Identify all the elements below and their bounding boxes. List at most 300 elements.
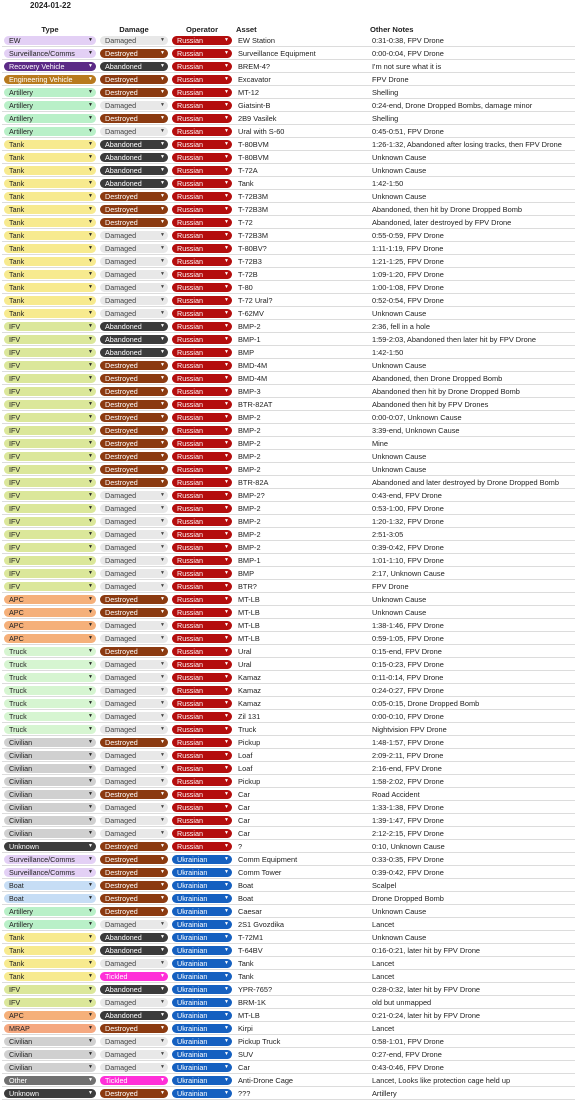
type-dropdown[interactable] — [4, 634, 96, 643]
damage-dropdown[interactable] — [100, 868, 168, 877]
damage-dropdown[interactable] — [100, 114, 168, 123]
damage-dropdown[interactable] — [100, 1076, 168, 1085]
chevron-down-icon[interactable]: ▼ — [224, 790, 229, 797]
type-dropdown[interactable] — [4, 829, 96, 838]
chevron-down-icon[interactable]: ▼ — [224, 88, 229, 95]
operator-dropdown[interactable] — [172, 88, 232, 97]
chevron-down-icon[interactable]: ▼ — [160, 244, 165, 251]
type-dropdown[interactable] — [4, 777, 96, 786]
operator-dropdown[interactable] — [172, 439, 232, 448]
operator-dropdown[interactable] — [172, 192, 232, 201]
damage-dropdown[interactable] — [100, 530, 168, 539]
chevron-down-icon[interactable]: ▼ — [224, 985, 229, 992]
operator-dropdown[interactable] — [172, 621, 232, 630]
damage-dropdown[interactable] — [100, 517, 168, 526]
operator-dropdown[interactable] — [172, 413, 232, 422]
chevron-down-icon[interactable]: ▼ — [160, 309, 165, 316]
type-dropdown[interactable] — [4, 439, 96, 448]
chevron-down-icon[interactable]: ▼ — [160, 75, 165, 82]
chevron-down-icon[interactable]: ▼ — [160, 1037, 165, 1044]
type-dropdown[interactable] — [4, 101, 96, 110]
chevron-down-icon[interactable]: ▼ — [160, 179, 165, 186]
chevron-down-icon[interactable]: ▼ — [160, 569, 165, 576]
chevron-down-icon[interactable]: ▼ — [88, 1089, 93, 1096]
type-dropdown[interactable] — [4, 491, 96, 500]
type-dropdown[interactable] — [4, 725, 96, 734]
type-dropdown[interactable] — [4, 647, 96, 656]
chevron-down-icon[interactable]: ▼ — [224, 855, 229, 862]
type-dropdown[interactable] — [4, 621, 96, 630]
chevron-down-icon[interactable]: ▼ — [224, 998, 229, 1005]
chevron-down-icon[interactable]: ▼ — [88, 556, 93, 563]
chevron-down-icon[interactable]: ▼ — [88, 569, 93, 576]
chevron-down-icon[interactable]: ▼ — [224, 673, 229, 680]
chevron-down-icon[interactable]: ▼ — [88, 686, 93, 693]
chevron-down-icon[interactable]: ▼ — [160, 751, 165, 758]
chevron-down-icon[interactable]: ▼ — [224, 556, 229, 563]
damage-dropdown[interactable] — [100, 257, 168, 266]
chevron-down-icon[interactable]: ▼ — [88, 88, 93, 95]
type-dropdown[interactable] — [4, 36, 96, 45]
chevron-down-icon[interactable]: ▼ — [160, 582, 165, 589]
type-dropdown[interactable] — [4, 257, 96, 266]
damage-dropdown[interactable] — [100, 374, 168, 383]
chevron-down-icon[interactable]: ▼ — [224, 621, 229, 628]
damage-dropdown[interactable] — [100, 712, 168, 721]
chevron-down-icon[interactable]: ▼ — [224, 101, 229, 108]
chevron-down-icon[interactable]: ▼ — [88, 842, 93, 849]
operator-dropdown[interactable] — [172, 309, 232, 318]
operator-dropdown[interactable] — [172, 972, 232, 981]
type-dropdown[interactable] — [4, 855, 96, 864]
chevron-down-icon[interactable]: ▼ — [160, 140, 165, 147]
chevron-down-icon[interactable]: ▼ — [88, 478, 93, 485]
operator-dropdown[interactable] — [172, 777, 232, 786]
chevron-down-icon[interactable]: ▼ — [160, 634, 165, 641]
type-dropdown[interactable] — [4, 218, 96, 227]
operator-dropdown[interactable] — [172, 1037, 232, 1046]
operator-dropdown[interactable] — [172, 543, 232, 552]
operator-dropdown[interactable] — [172, 62, 232, 71]
chevron-down-icon[interactable]: ▼ — [160, 127, 165, 134]
operator-dropdown[interactable] — [172, 517, 232, 526]
chevron-down-icon[interactable]: ▼ — [224, 634, 229, 641]
damage-dropdown[interactable] — [100, 946, 168, 955]
chevron-down-icon[interactable]: ▼ — [224, 361, 229, 368]
damage-dropdown[interactable] — [100, 387, 168, 396]
chevron-down-icon[interactable]: ▼ — [224, 491, 229, 498]
chevron-down-icon[interactable]: ▼ — [88, 582, 93, 589]
chevron-down-icon[interactable]: ▼ — [88, 933, 93, 940]
type-dropdown[interactable] — [4, 283, 96, 292]
operator-dropdown[interactable] — [172, 166, 232, 175]
chevron-down-icon[interactable]: ▼ — [160, 842, 165, 849]
damage-dropdown[interactable] — [100, 491, 168, 500]
chevron-down-icon[interactable]: ▼ — [224, 907, 229, 914]
chevron-down-icon[interactable]: ▼ — [160, 88, 165, 95]
operator-dropdown[interactable] — [172, 790, 232, 799]
chevron-down-icon[interactable]: ▼ — [224, 49, 229, 56]
chevron-down-icon[interactable]: ▼ — [88, 114, 93, 121]
chevron-down-icon[interactable]: ▼ — [88, 764, 93, 771]
type-dropdown[interactable] — [4, 764, 96, 773]
chevron-down-icon[interactable]: ▼ — [224, 829, 229, 836]
operator-dropdown[interactable] — [172, 959, 232, 968]
damage-dropdown[interactable] — [100, 764, 168, 773]
type-dropdown[interactable] — [4, 751, 96, 760]
type-dropdown[interactable] — [4, 608, 96, 617]
chevron-down-icon[interactable]: ▼ — [224, 192, 229, 199]
chevron-down-icon[interactable]: ▼ — [224, 62, 229, 69]
damage-dropdown[interactable] — [100, 803, 168, 812]
chevron-down-icon[interactable]: ▼ — [160, 998, 165, 1005]
chevron-down-icon[interactable]: ▼ — [160, 361, 165, 368]
operator-dropdown[interactable] — [172, 335, 232, 344]
damage-dropdown[interactable] — [100, 790, 168, 799]
operator-dropdown[interactable] — [172, 868, 232, 877]
chevron-down-icon[interactable]: ▼ — [224, 920, 229, 927]
operator-dropdown[interactable] — [172, 1024, 232, 1033]
chevron-down-icon[interactable]: ▼ — [88, 725, 93, 732]
operator-dropdown[interactable] — [172, 1076, 232, 1085]
damage-dropdown[interactable] — [100, 153, 168, 162]
chevron-down-icon[interactable]: ▼ — [88, 465, 93, 472]
operator-dropdown[interactable] — [172, 36, 232, 45]
chevron-down-icon[interactable]: ▼ — [160, 374, 165, 381]
type-dropdown[interactable] — [4, 166, 96, 175]
chevron-down-icon[interactable]: ▼ — [224, 283, 229, 290]
operator-dropdown[interactable] — [172, 920, 232, 929]
operator-dropdown[interactable] — [172, 660, 232, 669]
chevron-down-icon[interactable]: ▼ — [160, 114, 165, 121]
type-dropdown[interactable] — [4, 1089, 96, 1098]
operator-dropdown[interactable] — [172, 933, 232, 942]
operator-dropdown[interactable] — [172, 829, 232, 838]
chevron-down-icon[interactable]: ▼ — [224, 842, 229, 849]
type-dropdown[interactable] — [4, 881, 96, 890]
damage-dropdown[interactable] — [100, 192, 168, 201]
chevron-down-icon[interactable]: ▼ — [160, 439, 165, 446]
operator-dropdown[interactable] — [172, 998, 232, 1007]
chevron-down-icon[interactable]: ▼ — [160, 790, 165, 797]
operator-dropdown[interactable] — [172, 855, 232, 864]
chevron-down-icon[interactable]: ▼ — [160, 907, 165, 914]
chevron-down-icon[interactable]: ▼ — [160, 452, 165, 459]
chevron-down-icon[interactable]: ▼ — [88, 452, 93, 459]
damage-dropdown[interactable] — [100, 1037, 168, 1046]
chevron-down-icon[interactable]: ▼ — [88, 270, 93, 277]
chevron-down-icon[interactable]: ▼ — [160, 803, 165, 810]
operator-dropdown[interactable] — [172, 764, 232, 773]
chevron-down-icon[interactable]: ▼ — [224, 764, 229, 771]
chevron-down-icon[interactable]: ▼ — [224, 894, 229, 901]
type-dropdown[interactable] — [4, 504, 96, 513]
operator-dropdown[interactable] — [172, 153, 232, 162]
chevron-down-icon[interactable]: ▼ — [224, 257, 229, 264]
type-dropdown[interactable] — [4, 465, 96, 474]
chevron-down-icon[interactable]: ▼ — [160, 36, 165, 43]
chevron-down-icon[interactable]: ▼ — [88, 192, 93, 199]
operator-dropdown[interactable] — [172, 452, 232, 461]
chevron-down-icon[interactable]: ▼ — [160, 218, 165, 225]
operator-dropdown[interactable] — [172, 634, 232, 643]
chevron-down-icon[interactable]: ▼ — [88, 101, 93, 108]
chevron-down-icon[interactable]: ▼ — [88, 829, 93, 836]
operator-dropdown[interactable] — [172, 283, 232, 292]
chevron-down-icon[interactable]: ▼ — [88, 231, 93, 238]
damage-dropdown[interactable] — [100, 907, 168, 916]
damage-dropdown[interactable] — [100, 751, 168, 760]
type-dropdown[interactable] — [4, 322, 96, 331]
chevron-down-icon[interactable]: ▼ — [88, 426, 93, 433]
damage-dropdown[interactable] — [100, 465, 168, 474]
chevron-down-icon[interactable]: ▼ — [224, 1063, 229, 1070]
operator-dropdown[interactable] — [172, 465, 232, 474]
type-dropdown[interactable] — [4, 556, 96, 565]
chevron-down-icon[interactable]: ▼ — [160, 153, 165, 160]
chevron-down-icon[interactable]: ▼ — [88, 296, 93, 303]
operator-dropdown[interactable] — [172, 114, 232, 123]
type-dropdown[interactable] — [4, 348, 96, 357]
type-dropdown[interactable] — [4, 543, 96, 552]
chevron-down-icon[interactable]: ▼ — [88, 75, 93, 82]
chevron-down-icon[interactable]: ▼ — [224, 959, 229, 966]
type-dropdown[interactable] — [4, 62, 96, 71]
chevron-down-icon[interactable]: ▼ — [88, 153, 93, 160]
chevron-down-icon[interactable]: ▼ — [88, 673, 93, 680]
type-dropdown[interactable] — [4, 699, 96, 708]
type-dropdown[interactable] — [4, 153, 96, 162]
damage-dropdown[interactable] — [100, 1063, 168, 1072]
chevron-down-icon[interactable]: ▼ — [160, 712, 165, 719]
chevron-down-icon[interactable]: ▼ — [88, 907, 93, 914]
chevron-down-icon[interactable]: ▼ — [160, 387, 165, 394]
type-dropdown[interactable] — [4, 1050, 96, 1059]
type-dropdown[interactable] — [4, 673, 96, 682]
chevron-down-icon[interactable]: ▼ — [88, 647, 93, 654]
chevron-down-icon[interactable]: ▼ — [160, 283, 165, 290]
chevron-down-icon[interactable]: ▼ — [224, 218, 229, 225]
operator-dropdown[interactable] — [172, 478, 232, 487]
type-dropdown[interactable] — [4, 205, 96, 214]
chevron-down-icon[interactable]: ▼ — [224, 140, 229, 147]
chevron-down-icon[interactable]: ▼ — [160, 322, 165, 329]
type-dropdown[interactable] — [4, 660, 96, 669]
damage-dropdown[interactable] — [100, 478, 168, 487]
chevron-down-icon[interactable]: ▼ — [160, 933, 165, 940]
operator-dropdown[interactable] — [172, 374, 232, 383]
chevron-down-icon[interactable]: ▼ — [160, 517, 165, 524]
chevron-down-icon[interactable]: ▼ — [160, 686, 165, 693]
operator-dropdown[interactable] — [172, 1089, 232, 1098]
operator-dropdown[interactable] — [172, 842, 232, 851]
type-dropdown[interactable] — [4, 478, 96, 487]
chevron-down-icon[interactable]: ▼ — [224, 439, 229, 446]
damage-dropdown[interactable] — [100, 1050, 168, 1059]
chevron-down-icon[interactable]: ▼ — [88, 530, 93, 537]
chevron-down-icon[interactable]: ▼ — [88, 166, 93, 173]
operator-dropdown[interactable] — [172, 1011, 232, 1020]
type-dropdown[interactable] — [4, 803, 96, 812]
chevron-down-icon[interactable]: ▼ — [88, 959, 93, 966]
chevron-down-icon[interactable]: ▼ — [224, 699, 229, 706]
chevron-down-icon[interactable]: ▼ — [88, 868, 93, 875]
damage-dropdown[interactable] — [100, 1024, 168, 1033]
operator-dropdown[interactable] — [172, 127, 232, 136]
chevron-down-icon[interactable]: ▼ — [224, 777, 229, 784]
chevron-down-icon[interactable]: ▼ — [160, 543, 165, 550]
chevron-down-icon[interactable]: ▼ — [224, 686, 229, 693]
operator-dropdown[interactable] — [172, 205, 232, 214]
damage-dropdown[interactable] — [100, 881, 168, 890]
damage-dropdown[interactable] — [100, 283, 168, 292]
type-dropdown[interactable] — [4, 907, 96, 916]
operator-dropdown[interactable] — [172, 257, 232, 266]
chevron-down-icon[interactable]: ▼ — [224, 1089, 229, 1096]
chevron-down-icon[interactable]: ▼ — [224, 205, 229, 212]
chevron-down-icon[interactable]: ▼ — [224, 387, 229, 394]
damage-dropdown[interactable] — [100, 179, 168, 188]
chevron-down-icon[interactable]: ▼ — [224, 582, 229, 589]
operator-dropdown[interactable] — [172, 49, 232, 58]
damage-dropdown[interactable] — [100, 725, 168, 734]
chevron-down-icon[interactable]: ▼ — [160, 270, 165, 277]
operator-dropdown[interactable] — [172, 1063, 232, 1072]
operator-dropdown[interactable] — [172, 270, 232, 279]
operator-dropdown[interactable] — [172, 699, 232, 708]
damage-dropdown[interactable] — [100, 452, 168, 461]
chevron-down-icon[interactable]: ▼ — [160, 62, 165, 69]
damage-dropdown[interactable] — [100, 244, 168, 253]
chevron-down-icon[interactable]: ▼ — [224, 608, 229, 615]
damage-dropdown[interactable] — [100, 270, 168, 279]
damage-dropdown[interactable] — [100, 296, 168, 305]
type-dropdown[interactable] — [4, 946, 96, 955]
damage-dropdown[interactable] — [100, 699, 168, 708]
operator-dropdown[interactable] — [172, 322, 232, 331]
type-dropdown[interactable] — [4, 712, 96, 721]
damage-dropdown[interactable] — [100, 231, 168, 240]
type-dropdown[interactable] — [4, 335, 96, 344]
chevron-down-icon[interactable]: ▼ — [224, 946, 229, 953]
operator-dropdown[interactable] — [172, 673, 232, 682]
operator-dropdown[interactable] — [172, 881, 232, 890]
damage-dropdown[interactable] — [100, 894, 168, 903]
chevron-down-icon[interactable]: ▼ — [160, 426, 165, 433]
type-dropdown[interactable] — [4, 1063, 96, 1072]
operator-dropdown[interactable] — [172, 296, 232, 305]
chevron-down-icon[interactable]: ▼ — [88, 491, 93, 498]
chevron-down-icon[interactable]: ▼ — [88, 803, 93, 810]
damage-dropdown[interactable] — [100, 959, 168, 968]
chevron-down-icon[interactable]: ▼ — [160, 894, 165, 901]
chevron-down-icon[interactable]: ▼ — [160, 777, 165, 784]
damage-dropdown[interactable] — [100, 504, 168, 513]
type-dropdown[interactable] — [4, 998, 96, 1007]
damage-dropdown[interactable] — [100, 1011, 168, 1020]
chevron-down-icon[interactable]: ▼ — [224, 972, 229, 979]
chevron-down-icon[interactable]: ▼ — [224, 816, 229, 823]
chevron-down-icon[interactable]: ▼ — [88, 244, 93, 251]
chevron-down-icon[interactable]: ▼ — [88, 790, 93, 797]
chevron-down-icon[interactable]: ▼ — [88, 1063, 93, 1070]
chevron-down-icon[interactable]: ▼ — [224, 270, 229, 277]
operator-dropdown[interactable] — [172, 530, 232, 539]
chevron-down-icon[interactable]: ▼ — [160, 205, 165, 212]
chevron-down-icon[interactable]: ▼ — [224, 153, 229, 160]
chevron-down-icon[interactable]: ▼ — [88, 1024, 93, 1031]
damage-dropdown[interactable] — [100, 348, 168, 357]
chevron-down-icon[interactable]: ▼ — [88, 140, 93, 147]
chevron-down-icon[interactable]: ▼ — [224, 114, 229, 121]
operator-dropdown[interactable] — [172, 348, 232, 357]
damage-dropdown[interactable] — [100, 920, 168, 929]
damage-dropdown[interactable] — [100, 972, 168, 981]
chevron-down-icon[interactable]: ▼ — [88, 699, 93, 706]
chevron-down-icon[interactable]: ▼ — [224, 478, 229, 485]
chevron-down-icon[interactable]: ▼ — [224, 426, 229, 433]
chevron-down-icon[interactable]: ▼ — [88, 881, 93, 888]
chevron-down-icon[interactable]: ▼ — [224, 660, 229, 667]
damage-dropdown[interactable] — [100, 998, 168, 1007]
chevron-down-icon[interactable]: ▼ — [160, 348, 165, 355]
operator-dropdown[interactable] — [172, 595, 232, 604]
chevron-down-icon[interactable]: ▼ — [224, 868, 229, 875]
chevron-down-icon[interactable]: ▼ — [88, 738, 93, 745]
chevron-down-icon[interactable]: ▼ — [224, 738, 229, 745]
damage-dropdown[interactable] — [100, 127, 168, 136]
type-dropdown[interactable] — [4, 309, 96, 318]
type-dropdown[interactable] — [4, 88, 96, 97]
operator-dropdown[interactable] — [172, 400, 232, 409]
operator-dropdown[interactable] — [172, 712, 232, 721]
type-dropdown[interactable] — [4, 790, 96, 799]
damage-dropdown[interactable] — [100, 1089, 168, 1098]
operator-dropdown[interactable] — [172, 803, 232, 812]
chevron-down-icon[interactable]: ▼ — [88, 712, 93, 719]
chevron-down-icon[interactable]: ▼ — [160, 959, 165, 966]
type-dropdown[interactable] — [4, 452, 96, 461]
damage-dropdown[interactable] — [100, 621, 168, 630]
type-dropdown[interactable] — [4, 179, 96, 188]
damage-dropdown[interactable] — [100, 101, 168, 110]
operator-dropdown[interactable] — [172, 179, 232, 188]
chevron-down-icon[interactable]: ▼ — [88, 322, 93, 329]
type-dropdown[interactable] — [4, 569, 96, 578]
chevron-down-icon[interactable]: ▼ — [224, 244, 229, 251]
chevron-down-icon[interactable]: ▼ — [88, 1011, 93, 1018]
damage-dropdown[interactable] — [100, 816, 168, 825]
damage-dropdown[interactable] — [100, 205, 168, 214]
chevron-down-icon[interactable]: ▼ — [88, 361, 93, 368]
chevron-down-icon[interactable]: ▼ — [160, 530, 165, 537]
type-dropdown[interactable] — [4, 75, 96, 84]
damage-dropdown[interactable] — [100, 400, 168, 409]
damage-dropdown[interactable] — [100, 88, 168, 97]
damage-dropdown[interactable] — [100, 673, 168, 682]
chevron-down-icon[interactable]: ▼ — [88, 283, 93, 290]
chevron-down-icon[interactable]: ▼ — [224, 36, 229, 43]
operator-dropdown[interactable] — [172, 985, 232, 994]
operator-dropdown[interactable] — [172, 686, 232, 695]
chevron-down-icon[interactable]: ▼ — [160, 400, 165, 407]
operator-dropdown[interactable] — [172, 907, 232, 916]
chevron-down-icon[interactable]: ▼ — [88, 946, 93, 953]
chevron-down-icon[interactable]: ▼ — [88, 894, 93, 901]
chevron-down-icon[interactable]: ▼ — [88, 608, 93, 615]
damage-dropdown[interactable] — [100, 49, 168, 58]
type-dropdown[interactable] — [4, 1024, 96, 1033]
